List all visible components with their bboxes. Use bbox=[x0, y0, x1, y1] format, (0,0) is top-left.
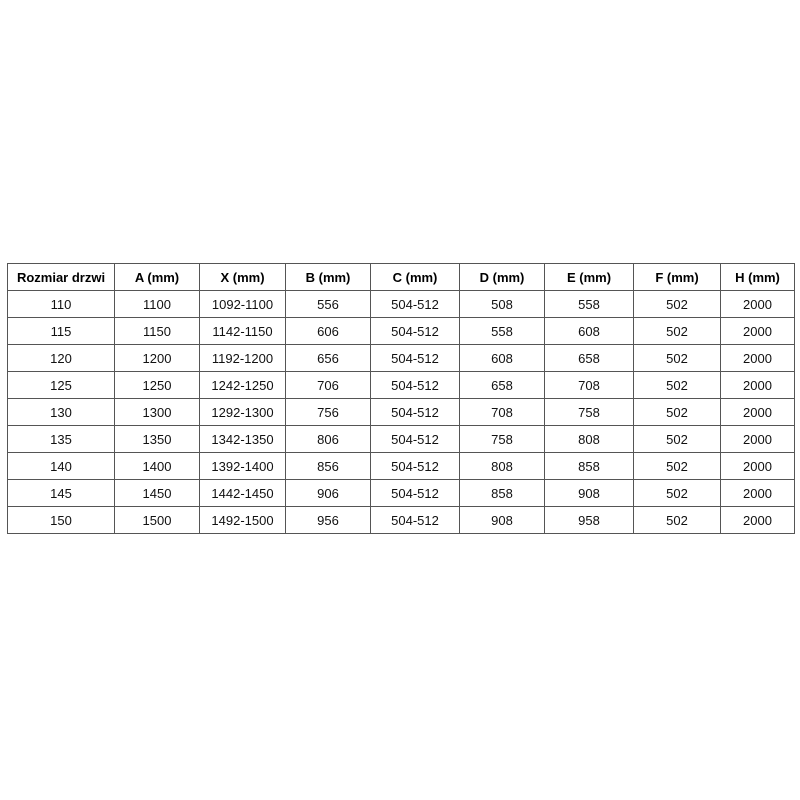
table-cell: 504-512 bbox=[371, 426, 460, 453]
size-spec-table bbox=[7, 263, 795, 534]
table-cell: 1400 bbox=[115, 453, 200, 480]
table-row bbox=[8, 399, 795, 426]
table-cell: 110 bbox=[8, 291, 115, 318]
table-cell: 856 bbox=[286, 453, 371, 480]
table-cell: 806 bbox=[286, 426, 371, 453]
column-header-d-mm: D (mm) bbox=[460, 264, 545, 291]
column-header-b-mm: B (mm) bbox=[286, 264, 371, 291]
table-cell: 502 bbox=[634, 480, 721, 507]
table-cell: 120 bbox=[8, 345, 115, 372]
table-cell: 2000 bbox=[721, 372, 795, 399]
table-cell: 504-512 bbox=[371, 453, 460, 480]
table-cell: 502 bbox=[634, 291, 721, 318]
table-cell: 502 bbox=[634, 345, 721, 372]
table-cell: 906 bbox=[286, 480, 371, 507]
table-row bbox=[8, 318, 795, 345]
table-cell: 608 bbox=[545, 318, 634, 345]
table-cell: 1292-1300 bbox=[200, 399, 286, 426]
table-cell: 606 bbox=[286, 318, 371, 345]
table-cell: 2000 bbox=[721, 399, 795, 426]
table-cell: 908 bbox=[545, 480, 634, 507]
table-cell: 656 bbox=[286, 345, 371, 372]
table-cell: 115 bbox=[8, 318, 115, 345]
table-cell: 1192-1200 bbox=[200, 345, 286, 372]
table-cell: 1142-1150 bbox=[200, 318, 286, 345]
column-header-h-mm: H (mm) bbox=[721, 264, 795, 291]
table-cell: 558 bbox=[460, 318, 545, 345]
column-header-a-mm: A (mm) bbox=[115, 264, 200, 291]
table-cell: 502 bbox=[634, 507, 721, 534]
table-cell: 1250 bbox=[115, 372, 200, 399]
table-cell: 1492-1500 bbox=[200, 507, 286, 534]
table-cell: 1092-1100 bbox=[200, 291, 286, 318]
table-row bbox=[8, 453, 795, 480]
table-cell: 1450 bbox=[115, 480, 200, 507]
table-cell: 558 bbox=[545, 291, 634, 318]
table-cell: 145 bbox=[8, 480, 115, 507]
table-cell: 2000 bbox=[721, 507, 795, 534]
column-header-f-mm: F (mm) bbox=[634, 264, 721, 291]
table-row bbox=[8, 291, 795, 318]
table-cell: 908 bbox=[460, 507, 545, 534]
table-cell: 1150 bbox=[115, 318, 200, 345]
table-cell: 1350 bbox=[115, 426, 200, 453]
table-row bbox=[8, 480, 795, 507]
table-cell: 504-512 bbox=[371, 480, 460, 507]
table-cell: 708 bbox=[545, 372, 634, 399]
table-cell: 504-512 bbox=[371, 507, 460, 534]
table-cell: 1500 bbox=[115, 507, 200, 534]
table-cell: 1242-1250 bbox=[200, 372, 286, 399]
table-cell: 958 bbox=[545, 507, 634, 534]
table-cell: 150 bbox=[8, 507, 115, 534]
column-header-rozmiar-drzwi: Rozmiar drzwi bbox=[8, 264, 115, 291]
table-cell: 502 bbox=[634, 453, 721, 480]
table-cell: 140 bbox=[8, 453, 115, 480]
table-cell: 135 bbox=[8, 426, 115, 453]
table-cell: 756 bbox=[286, 399, 371, 426]
table-cell: 858 bbox=[545, 453, 634, 480]
table-cell: 504-512 bbox=[371, 291, 460, 318]
column-header-x-mm: X (mm) bbox=[200, 264, 286, 291]
column-header-e-mm: E (mm) bbox=[545, 264, 634, 291]
table-row bbox=[8, 345, 795, 372]
table-cell: 1442-1450 bbox=[200, 480, 286, 507]
table-cell: 502 bbox=[634, 318, 721, 345]
table-cell: 2000 bbox=[721, 291, 795, 318]
table-cell: 1342-1350 bbox=[200, 426, 286, 453]
table-cell: 504-512 bbox=[371, 372, 460, 399]
table-cell: 706 bbox=[286, 372, 371, 399]
table-cell: 758 bbox=[460, 426, 545, 453]
table-cell: 1200 bbox=[115, 345, 200, 372]
table-cell: 502 bbox=[634, 399, 721, 426]
table-row bbox=[8, 426, 795, 453]
table-cell: 608 bbox=[460, 345, 545, 372]
column-header-c-mm: C (mm) bbox=[371, 264, 460, 291]
table-cell: 658 bbox=[545, 345, 634, 372]
table-cell: 2000 bbox=[721, 480, 795, 507]
table-cell: 556 bbox=[286, 291, 371, 318]
table-cell: 2000 bbox=[721, 345, 795, 372]
table-cell: 502 bbox=[634, 426, 721, 453]
table-cell: 2000 bbox=[721, 426, 795, 453]
size-spec-table-container bbox=[7, 263, 793, 534]
table-cell: 508 bbox=[460, 291, 545, 318]
table-cell: 1300 bbox=[115, 399, 200, 426]
table-cell: 808 bbox=[460, 453, 545, 480]
table-cell: 1100 bbox=[115, 291, 200, 318]
table-cell: 125 bbox=[8, 372, 115, 399]
table-cell: 1392-1400 bbox=[200, 453, 286, 480]
table-cell: 758 bbox=[545, 399, 634, 426]
table-cell: 658 bbox=[460, 372, 545, 399]
table-cell: 504-512 bbox=[371, 345, 460, 372]
table-header-row bbox=[8, 264, 795, 291]
table-cell: 858 bbox=[460, 480, 545, 507]
table-cell: 808 bbox=[545, 426, 634, 453]
table-cell: 502 bbox=[634, 372, 721, 399]
table-cell: 2000 bbox=[721, 453, 795, 480]
table-cell: 956 bbox=[286, 507, 371, 534]
table-cell: 2000 bbox=[721, 318, 795, 345]
table-row bbox=[8, 372, 795, 399]
table-cell: 504-512 bbox=[371, 399, 460, 426]
table-body bbox=[8, 291, 795, 534]
table-cell: 130 bbox=[8, 399, 115, 426]
table-cell: 708 bbox=[460, 399, 545, 426]
table-cell: 504-512 bbox=[371, 318, 460, 345]
table-row bbox=[8, 507, 795, 534]
